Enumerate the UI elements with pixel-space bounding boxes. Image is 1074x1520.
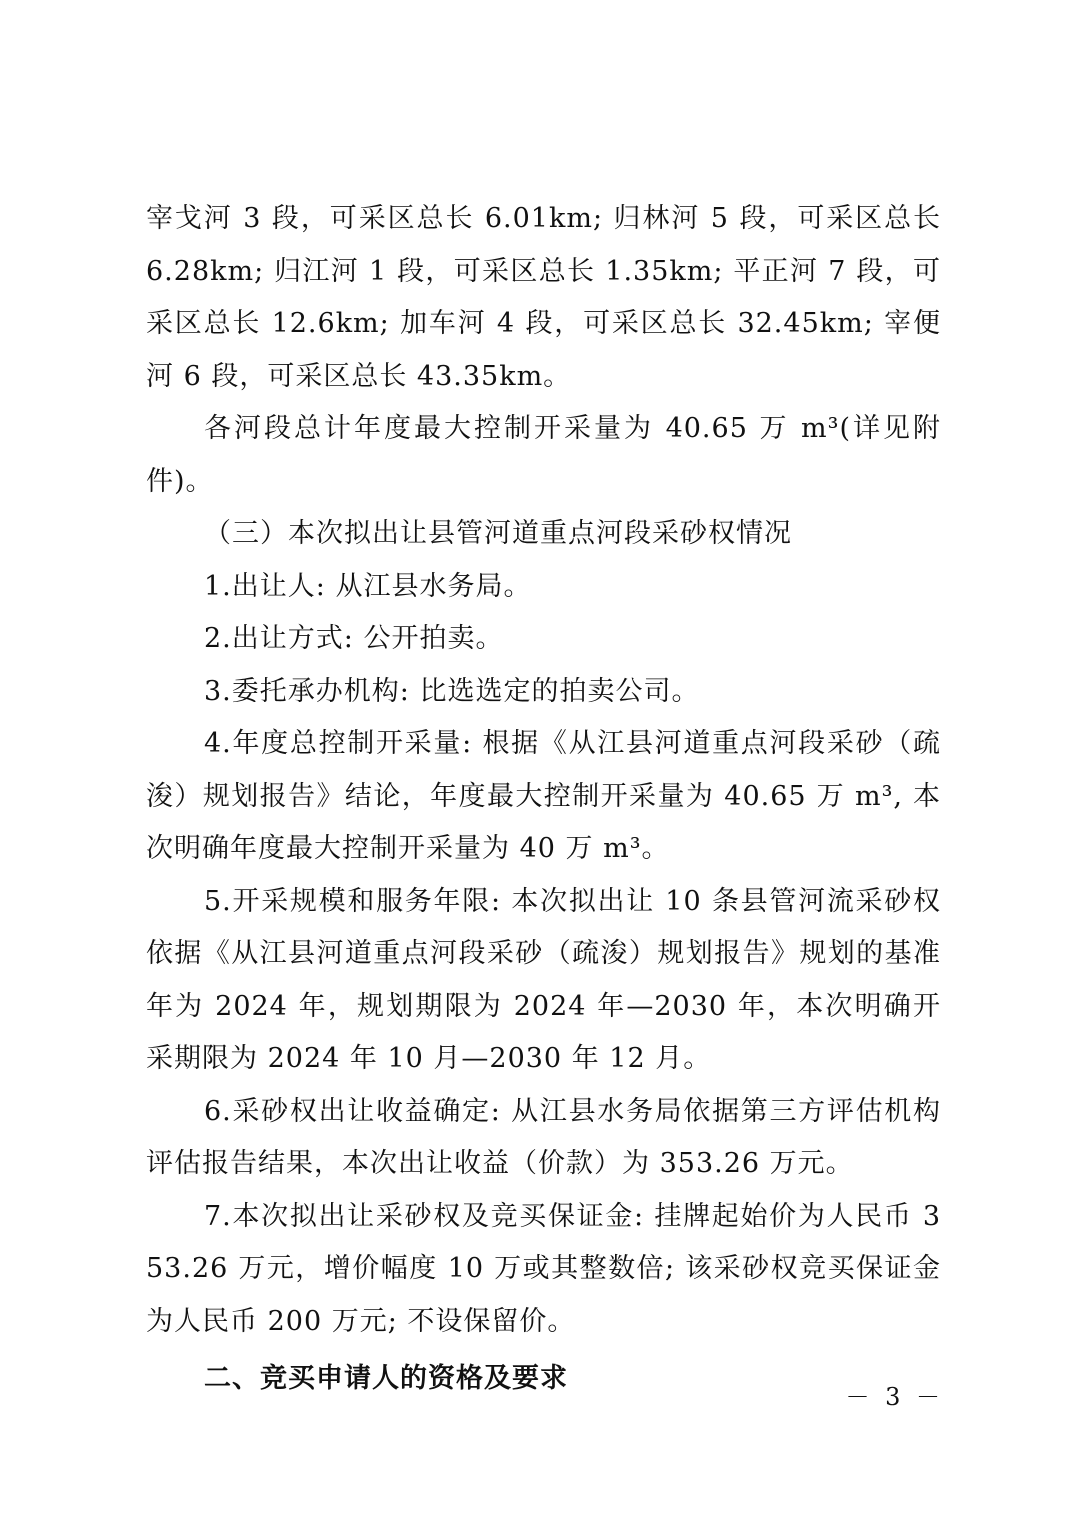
item-3-agency: 3.委托承办机构: 比选选定的拍卖公司。 xyxy=(204,675,700,707)
paragraph-total-control: 各河段总计年度最大控制开采量为 40.65 万 m³(详见附件)。 xyxy=(146,413,941,497)
paragraph-river-segments: 宰戈河 3 段，可采区总长 6.01km; 归林河 5 段，可采区总长 6.28km; 归江河 1 段，可采区总长 1.35km; 平正河 7 段，可采区总长 12.6km; 加车河 4 段，可采区总长 32.45km; 宰便河 6 段，可采区总长 43.35km。 xyxy=(146,203,941,392)
section-3-title: （三）本次拟出让县管河道重点河段采砂权情况 xyxy=(204,518,792,549)
item-6-revenue: 6.采砂权出让收益确定: 从江县水务局依据第三方评估机构评估报告结果，本次出让收益（价款）为 353.26 万元。 xyxy=(146,1095,941,1179)
item-5-scale-and-term: 5.开采规模和服务年限: 本次拟出让 10 条县管河流采砂权依据《从江县河道重点河段采砂（疏浚）规划报告》规划的基准年为 2024 年，规划期限为 2024 年—2030 年，本次明确开采期限为 2024 年 10 月—2030 年 12 月。 xyxy=(146,885,941,1074)
item-1-transferor: 1.出让人: 从江县水务局。 xyxy=(204,570,532,602)
item-4-annual-control: 4.年度总控制开采量: 根据《从江县河道重点河段采砂（疏浚）规划报告》结论，年度最大控制开采量为 40.65 万 m³, 本次明确年度最大控制开采量为 40 万 m³。 xyxy=(146,728,941,864)
document-body xyxy=(146,193,941,1406)
item-7-deposit: 7.本次拟出让采砂权及竞买保证金: 挂牌起始价为人民币 353.26 万元，增价幅度 10 万或其整数倍; 该采砂权竞买保证金为人民币 200 万元; 不设保留价。 xyxy=(146,1200,941,1337)
page-number: － 3 － xyxy=(845,1383,944,1411)
item-2-transfer-method: 2.出让方式: 公开拍卖。 xyxy=(204,623,504,654)
section-2-heading: 二、竞买申请人的资格及要求 xyxy=(204,1363,568,1394)
